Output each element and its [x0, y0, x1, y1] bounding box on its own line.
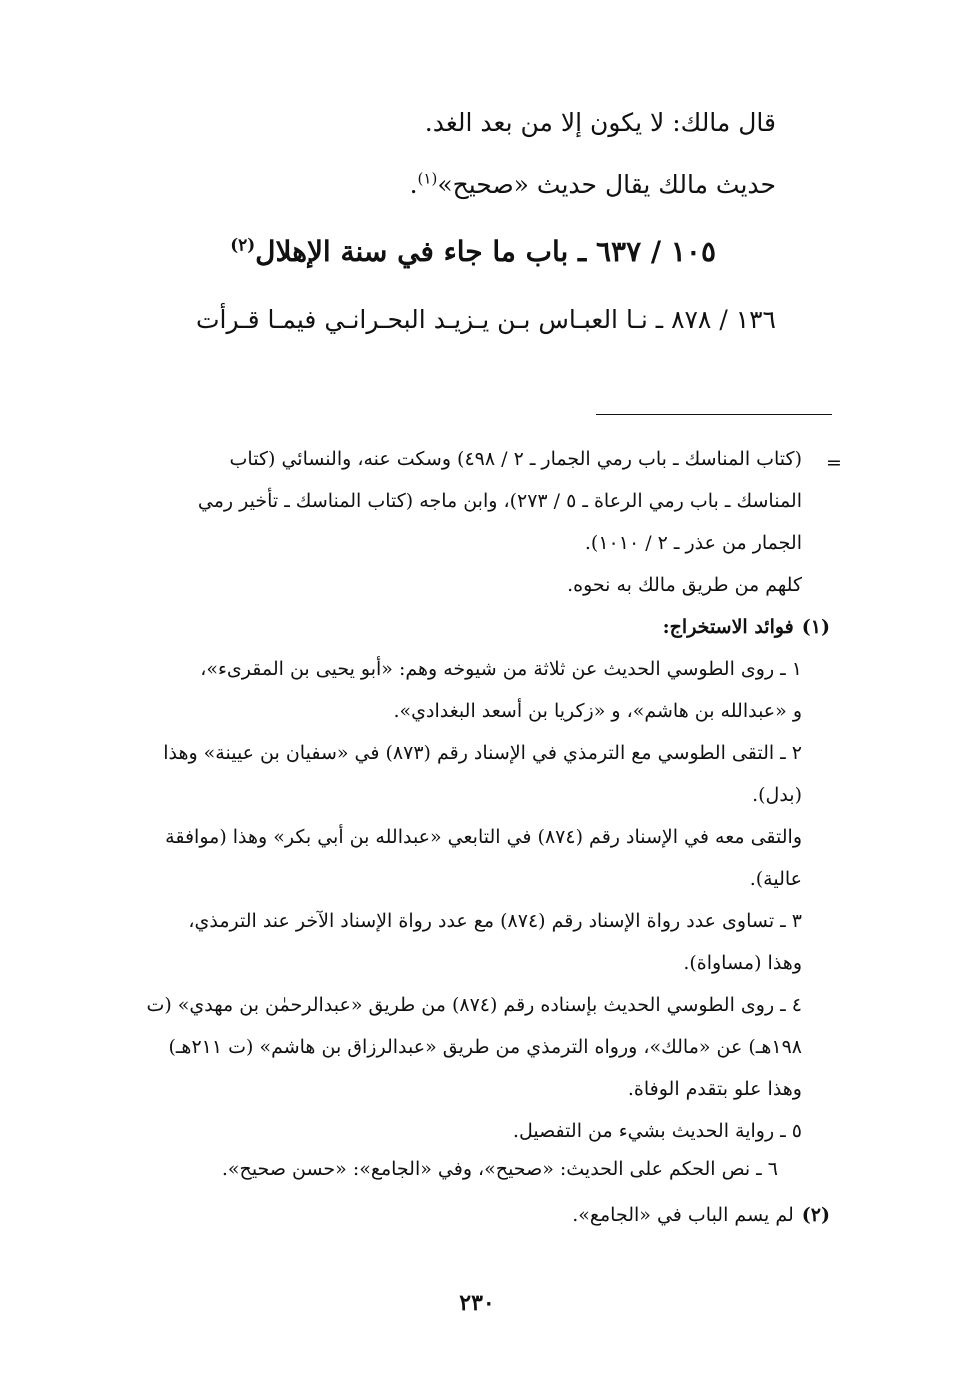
main-line-3	[196, 305, 776, 334]
main-line-1	[425, 108, 776, 137]
footnote-1-line: ٥ ـ رواية الحديث بشيء من التفصيل.	[512, 1120, 802, 1142]
footnote-1-title: فوائد الاستخراج:	[662, 616, 794, 638]
footnote-1-line: ٦ ـ نص الحكم على الحديث: «صحيح»، وفي «الجامع»: «حسن صحيح».	[221, 1158, 778, 1180]
footnote-2	[572, 1204, 830, 1226]
footnote-1-marker: (١)	[801, 616, 830, 638]
page-number: ٢٣٠	[459, 1290, 495, 1316]
footnote-1-line: ١ ـ روى الطوسي الحديث عن ثلاثة من شيوخه وهم: «أبو يحيى بن المقرىء»،	[200, 658, 802, 680]
footnote-1-line: والتقى معه في الإسناد رقم (٨٧٤) في التابعي «عبدالله بن أبي بكر» وهذا (موافقة	[165, 826, 802, 848]
main-line-2-end: .	[409, 170, 418, 199]
main-line-2	[410, 170, 776, 199]
footnote-1-line: وهذا علو بتقدم الوفاة.	[627, 1078, 802, 1100]
footnote-1-line: (بدل).	[752, 784, 802, 806]
main-line-2-text: حديث مالك يقال حديث «صحيح»	[437, 170, 776, 199]
footnote-1-line: ٣ ـ تساوى عدد رواة الإسناد رقم (٨٧٤) مع عدد رواة الإسناد الآخر عند الترمذي،	[188, 910, 802, 932]
cont-line: كلهم من طريق مالك به نحوه.	[567, 574, 802, 596]
cont-line: المناسك ـ باب رمي الرعاة ـ ٥ / ٢٧٣)، وابن ماجه (كتاب المناسك ـ تأخير رمي	[197, 490, 802, 512]
footnote-2-text: لم يسم الباب في «الجامع».	[572, 1204, 794, 1226]
footnote-1-line: ٤ ـ روى الطوسي الحديث بإسناده رقم (٨٧٤) من طريق «عبدالرحمٰن بن مهدي» (ت	[146, 994, 802, 1016]
footnote-2-marker: (٢)	[801, 1204, 830, 1226]
footnote-1-line: ١٩٨هـ) عن «مالك»، ورواه الترمذي من طريق «عبدالرزاق بن هاشم» (ت ٢١١هـ)	[168, 1036, 802, 1058]
footnote-1-line: ٢ ـ التقى الطوسي مع الترمذي في الإسناد رقم (٨٧٣) في «سفيان بن عيينة» وهذا	[163, 742, 802, 764]
footnote-divider	[596, 414, 832, 415]
footnote-1-heading	[663, 616, 830, 638]
section-heading	[230, 235, 716, 268]
footnote-ref-1[interactable]: (١)	[417, 169, 438, 188]
main-line-1-text: قال مالك: لا يكون إلا من بعد الغد.	[424, 108, 776, 137]
footnote-1-line: و «عبدالله بن هاشم»، و «زكريا بن أسعد البغدادي».	[393, 700, 802, 722]
cont-line: الجمار من عذر ـ ٢ / ١٠١٠).	[584, 532, 802, 554]
footnote-1-line: وهذا (مساواة).	[683, 952, 802, 974]
section-heading-text: ١٠٥ / ٦٣٧ ـ باب ما جاء في سنة الإهلال	[255, 235, 716, 268]
footnote-1-line: عالية).	[749, 868, 802, 890]
continuation-marker: =	[826, 452, 842, 474]
cont-line: (كتاب المناسك ـ باب رمي الجمار ـ ٢ / ٤٩٨) وسكت عنه، والنسائي (كتاب	[229, 448, 802, 470]
main-line-3-text: ١٣٦ / ٨٧٨ ـ نـا العبـاس بـن يـزيـد البحـرانـي فيمـا قـرأت	[195, 305, 776, 334]
footnote-ref-2[interactable]: (٢)	[230, 234, 256, 255]
